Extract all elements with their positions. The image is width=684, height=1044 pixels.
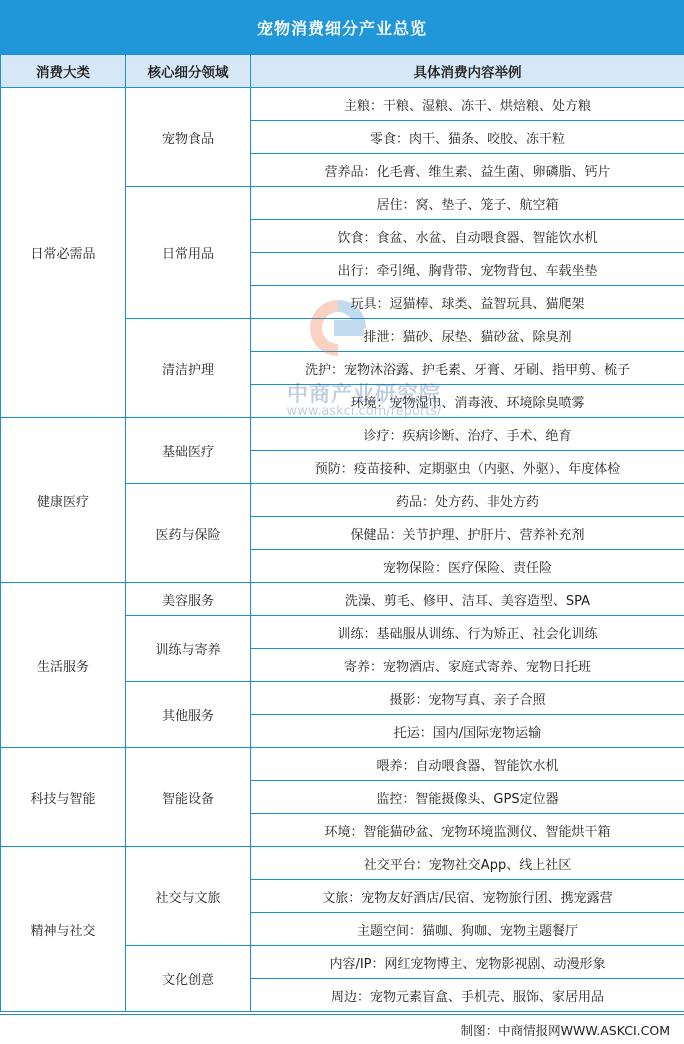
table-row — [1, 583, 684, 616]
example-cell: 保健品：关节护理、护肝片、营养补充剂 — [251, 517, 684, 550]
subfield-cell: 智能设备 — [126, 748, 251, 847]
example-cell: 药品：处方药、非处方药 — [251, 484, 684, 517]
example-cell: 零食：肉干、猫条、咬胶、冻干粒 — [251, 121, 684, 154]
example-cell: 居住：窝、垫子、笼子、航空箱 — [251, 187, 684, 220]
example-cell: 主题空间：猫咖、狗咖、宠物主题餐厅 — [251, 913, 684, 946]
table-row — [1, 88, 684, 121]
example-cell: 训练：基础服从训练、行为矫正、社会化训练 — [251, 616, 684, 649]
example-cell: 文旅：宠物友好酒店/民宿、宠物旅行团、携宠露营 — [251, 880, 684, 913]
example-cell: 社交平台：宠物社交App、线上社区 — [251, 847, 684, 880]
example-cell: 预防：疫苗接种、定期驱虫（内驱、外驱）、年度体检 — [251, 451, 684, 484]
category-cell: 精神与社交 — [1, 847, 126, 1012]
example-cell: 周边：宠物元素盲盒、手机壳、服饰、家居用品 — [251, 979, 684, 1012]
table-row — [1, 748, 684, 781]
example-cell: 环境：智能猫砂盆、宠物环境监测仪、智能烘干箱 — [251, 814, 684, 847]
subfield-cell: 美容服务 — [126, 583, 251, 616]
example-cell: 洗澡、剪毛、修甲、洁耳、美容造型、SPA — [251, 583, 684, 616]
footer-credit: 制图：中商情报网WWW.ASKCI.COM — [0, 1014, 684, 1044]
subfield-cell: 医药与保险 — [126, 484, 251, 583]
subfield-cell: 基础医疗 — [126, 418, 251, 484]
table-header-row — [1, 55, 684, 88]
example-cell: 寄养：宠物酒店、家庭式寄养、宠物日托班 — [251, 649, 684, 682]
subfield-cell: 社交与文旅 — [126, 847, 251, 946]
header-examples: 具体消费内容举例 — [251, 55, 684, 88]
example-cell: 饮食：食盆、水盆、自动喂食器、智能饮水机 — [251, 220, 684, 253]
example-cell: 诊疗：疾病诊断、治疗、手术、绝育 — [251, 418, 684, 451]
industry-table — [0, 54, 684, 1012]
example-cell: 摄影：宠物写真、亲子合照 — [251, 682, 684, 715]
table-row — [1, 418, 684, 451]
example-cell: 内容/IP：网红宠物博主、宠物影视剧、动漫形象 — [251, 946, 684, 979]
category-cell: 科技与智能 — [1, 748, 126, 847]
table-body — [1, 88, 684, 1012]
subfield-cell: 日常用品 — [126, 187, 251, 319]
watermark-url: www.askci.com/reports/ — [286, 404, 442, 419]
category-cell: 生活服务 — [1, 583, 126, 748]
subfield-cell: 清洁护理 — [126, 319, 251, 418]
example-cell: 出行：牵引绳、胸背带、宠物背包、车载坐垫 — [251, 253, 684, 286]
table-row — [1, 847, 684, 880]
watermark-name: 中商产业研究院 — [287, 382, 441, 406]
example-cell: 洗护：宠物沐浴露、护毛素、牙膏、牙刷、指甲剪、梳子 — [251, 352, 684, 385]
example-cell: 托运：国内/国际宠物运输 — [251, 715, 684, 748]
subfield-cell: 其他服务 — [126, 682, 251, 748]
example-cell: 玩具：逗猫棒、球类、益智玩具、猫爬架 — [251, 286, 684, 319]
header-category: 消费大类 — [1, 55, 126, 88]
category-cell: 日常必需品 — [1, 88, 126, 418]
example-cell: 环境：宠物湿巾、消毒液、环境除臭喷雾 — [251, 385, 684, 418]
example-cell: 营养品：化毛膏、维生素、益生菌、卵磷脂、钙片 — [251, 154, 684, 187]
category-cell: 健康医疗 — [1, 418, 126, 583]
example-cell: 喂养：自动喂食器、智能饮水机 — [251, 748, 684, 781]
header-subfield: 核心细分领域 — [126, 55, 251, 88]
example-cell: 主粮：干粮、湿粮、冻干、烘焙粮、处方粮 — [251, 88, 684, 121]
page-title: 宠物消费细分产业总览 — [0, 0, 684, 54]
example-cell: 监控：智能摄像头、GPS定位器 — [251, 781, 684, 814]
example-cell: 排泄：猫砂、尿垫、猫砂盆、除臭剂 — [251, 319, 684, 352]
example-cell: 宠物保险：医疗保险、责任险 — [251, 550, 684, 583]
subfield-cell: 文化创意 — [126, 946, 251, 1012]
subfield-cell: 训练与寄养 — [126, 616, 251, 682]
subfield-cell: 宠物食品 — [126, 88, 251, 187]
